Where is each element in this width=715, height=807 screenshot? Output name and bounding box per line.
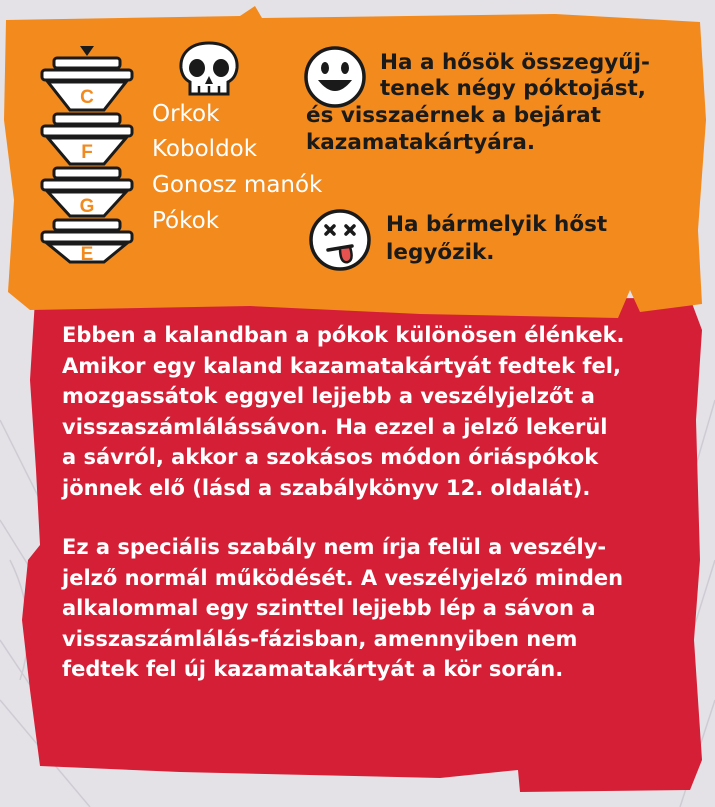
rules-line: fedtek fel új kazamatakártyát a kör során. bbox=[62, 657, 564, 681]
lose-condition-line: Ha bármelyik hőst bbox=[386, 212, 608, 237]
special-rules-text bbox=[62, 320, 682, 685]
skull-icon bbox=[175, 40, 243, 100]
rules-line: a sávról, akkor a szokásos módon óriáspókok bbox=[62, 445, 599, 469]
enemy-goblins: Gonosz manók bbox=[152, 172, 323, 198]
level-letter: G bbox=[79, 196, 95, 217]
defeated-face-icon bbox=[306, 206, 374, 274]
win-condition-line: kazamatakártyára. bbox=[306, 130, 536, 155]
level-letter: F bbox=[81, 142, 93, 163]
happy-face-icon bbox=[302, 44, 368, 110]
rules-line: visszaszámlálássávon. Ha ezzel a jelző lekerül bbox=[62, 414, 608, 439]
rules-line: Amikor egy kaland kazamatakártyát fedtek fel, bbox=[62, 353, 621, 378]
rules-line: Ebben a kalandban a pókok különösen élénkek. bbox=[62, 323, 625, 347]
dungeon-level-stack-icon bbox=[34, 40, 140, 265]
rules-line: mozgassátok eggyel lejjebb a veszélyjelzőt a bbox=[62, 384, 595, 408]
win-condition-line: Ha a hősök összegyűj- bbox=[380, 50, 650, 75]
rules-line: visszaszámlálás-fázisban, amennyiben nem bbox=[62, 626, 578, 651]
rules-paragraph bbox=[62, 532, 682, 685]
rules-line: Ez a speciális szabály nem írja felül a veszély- bbox=[62, 535, 607, 559]
rules-line: jelző normál működését. A veszélyjelző minden bbox=[62, 565, 624, 590]
rules-line: jönnek elő (lásd a szabálykönyv 12. oldalát). bbox=[62, 475, 591, 500]
enemy-kobolds: Koboldok bbox=[152, 136, 258, 162]
level-letter: E bbox=[80, 244, 94, 265]
lose-condition-line: legyőzik. bbox=[386, 240, 495, 265]
level-letter: C bbox=[80, 87, 94, 108]
rules-line: alkalommal egy szinttel lejjebb lép a sávon a bbox=[62, 596, 596, 620]
win-condition-line: tenek négy póktojást, bbox=[380, 76, 646, 101]
rules-paragraph bbox=[62, 320, 682, 503]
win-condition-line: és visszaérnek a bejárat bbox=[306, 103, 601, 128]
enemy-spiders: Pókok bbox=[152, 208, 220, 234]
enemy-orcs: Orkok bbox=[152, 101, 220, 127]
